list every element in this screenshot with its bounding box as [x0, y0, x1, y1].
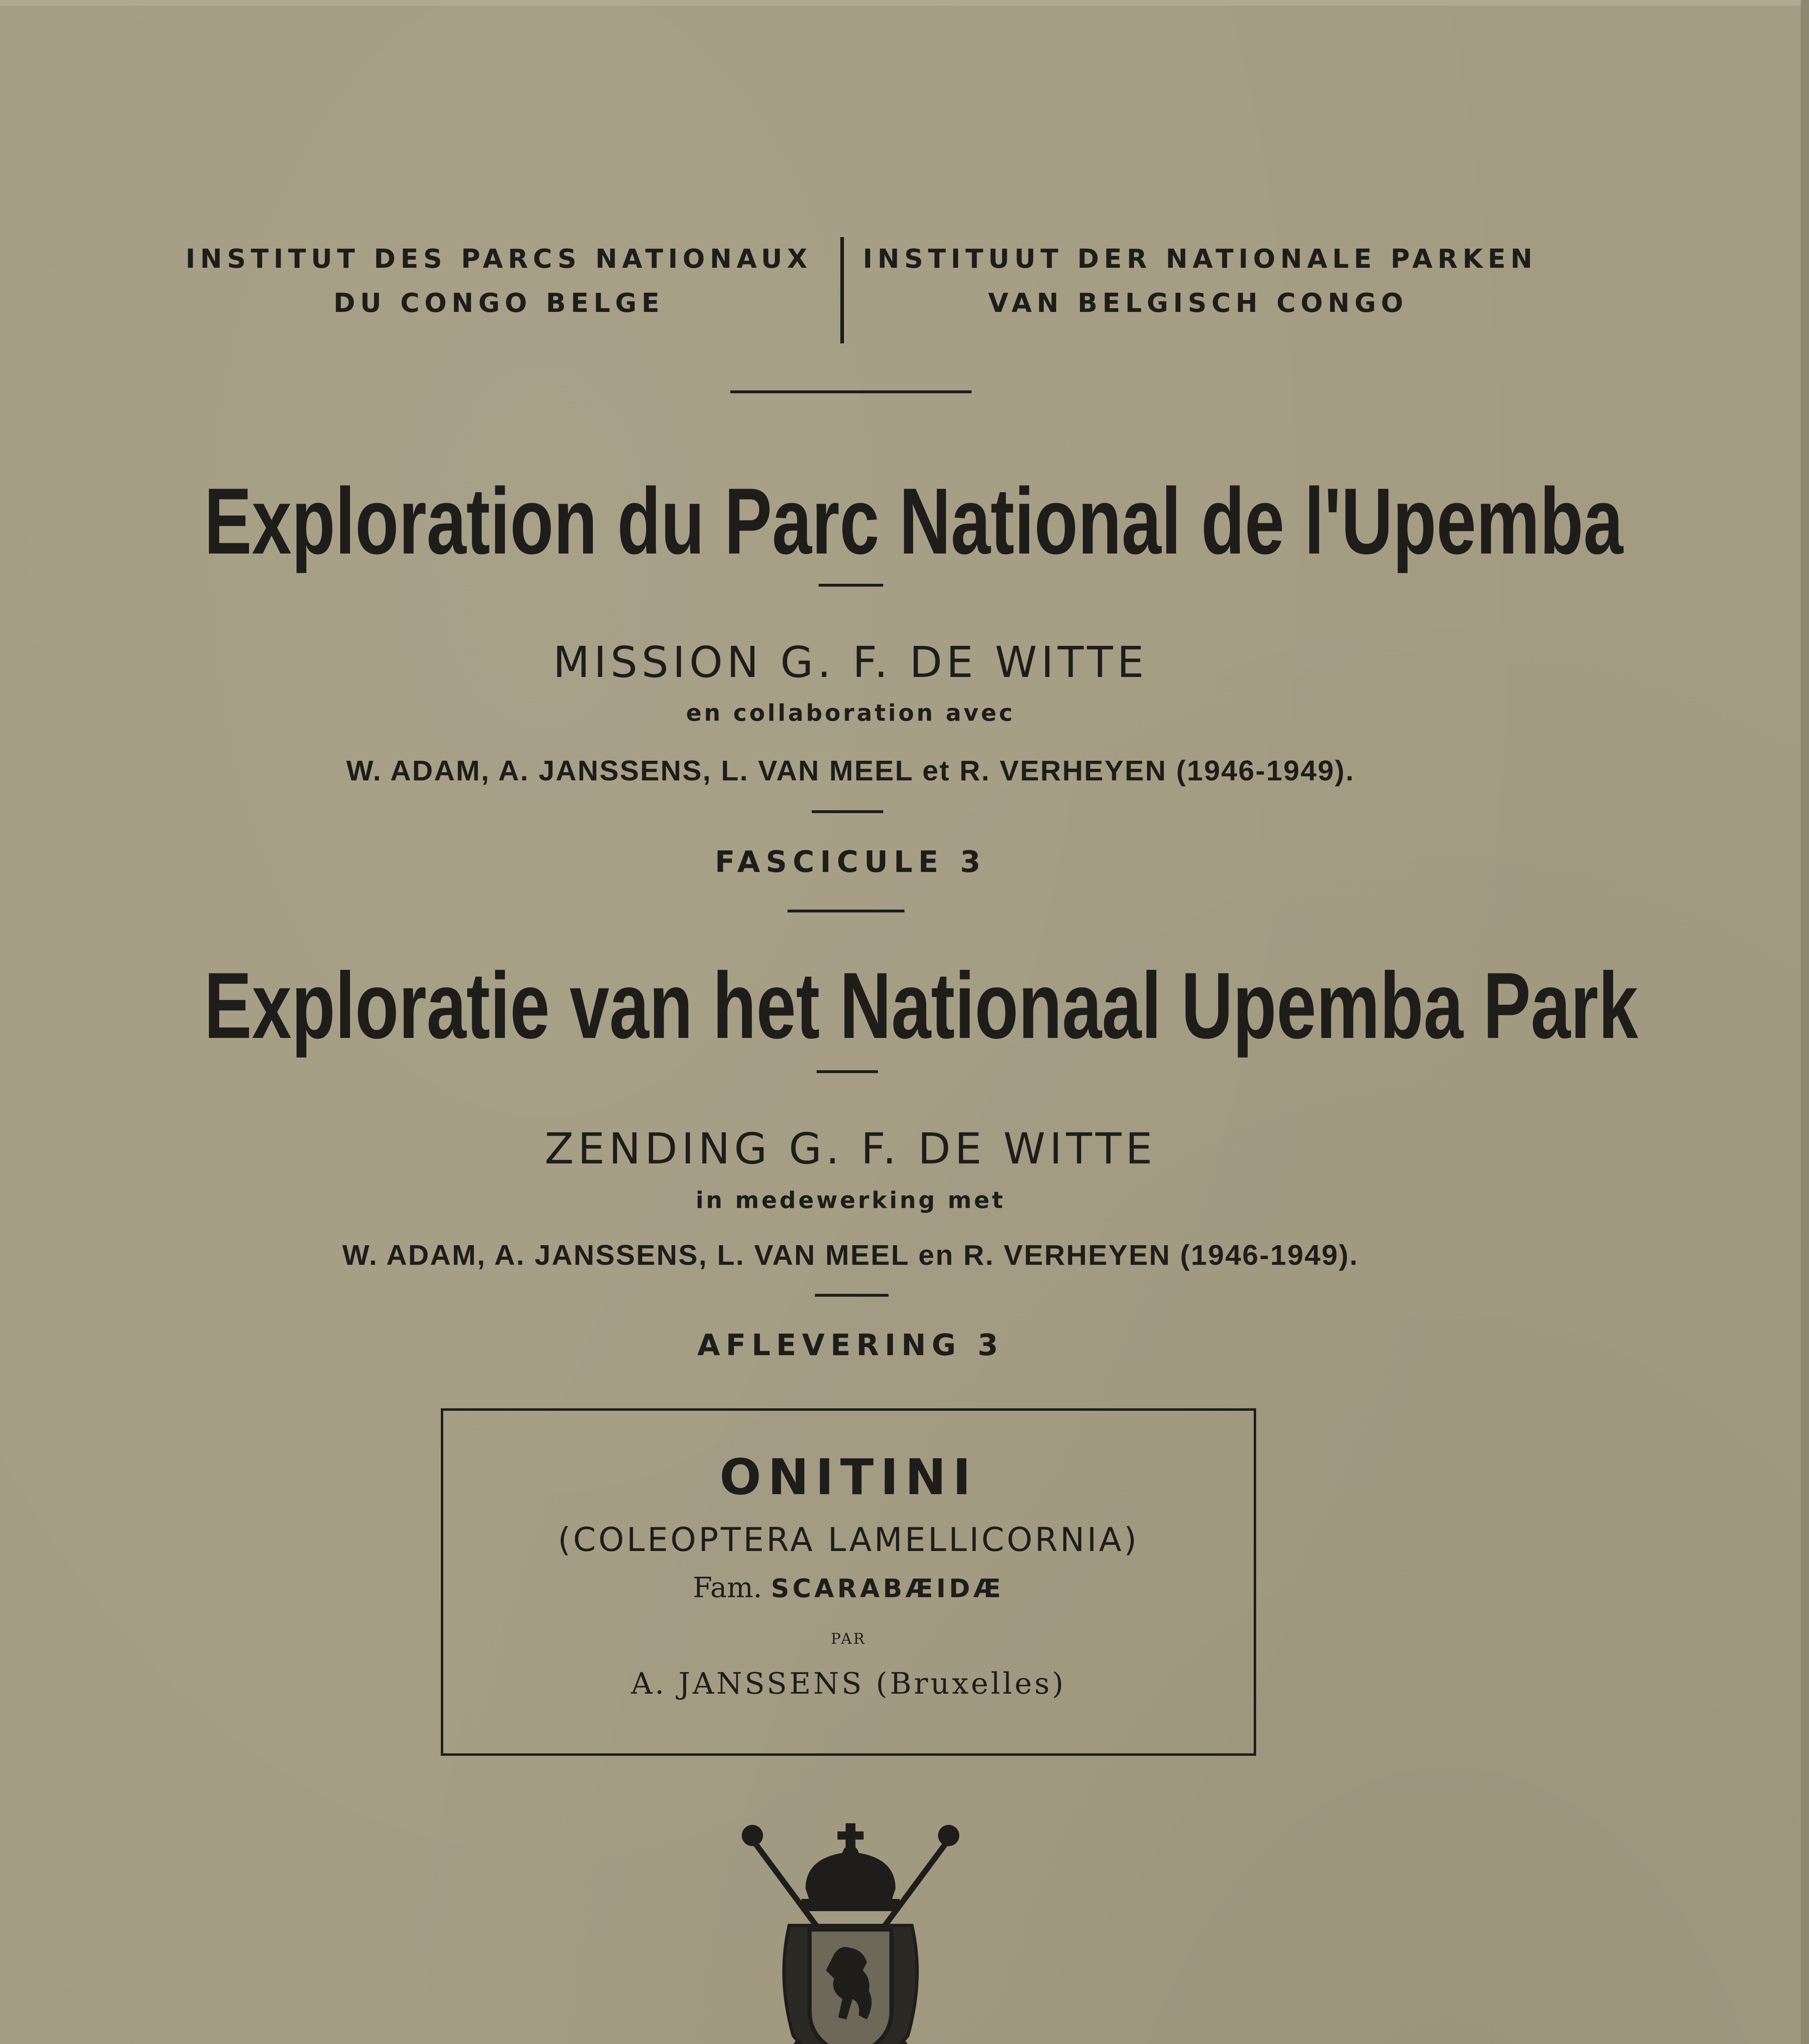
institute-dutch-line2: VAN BELGISCH CONGO: [988, 288, 1408, 318]
dutch-authors: W. ADAM, A. JANSSENS, L. VAN MEEL en R. VERHEYEN (1946-1949).: [342, 1239, 1359, 1271]
dutch-title-rule: [817, 1070, 878, 1073]
french-title: Exploration du Parc National de l'Upemba: [204, 468, 1623, 574]
institute-french: [164, 237, 834, 325]
dutch-mission: ZENDING G. F. DE WITTE: [544, 1124, 1157, 1174]
box-title: ONITINI: [719, 1449, 978, 1506]
header-divider: [840, 237, 844, 343]
institute-dutch: [863, 237, 1537, 325]
paper-edge-right: [1801, 0, 1809, 2044]
french-authors: W. ADAM, A. JANSSENS, L. VAN MEEL et R. VERHEYEN (1946-1949).: [346, 755, 1355, 787]
french-mission: MISSION G. F. DE WITTE: [553, 637, 1148, 687]
dutch-authors-rule: [815, 1294, 889, 1297]
institute-french-line1: INSTITUT DES PARCS NATIONAUX: [185, 244, 812, 274]
box-family: [441, 1568, 1256, 1609]
header-rule: [730, 390, 972, 393]
fascicule-label: FASCICULE 3: [715, 845, 986, 879]
french-authors-rule: [812, 810, 883, 813]
box-par: PAR: [830, 1631, 866, 1647]
belgian-coat-of-arms-icon: [728, 1807, 973, 2044]
dutch-title: Exploratie van het Nationaal Upemba Park: [204, 953, 1638, 1058]
aflevering-label: AFLEVERING 3: [697, 1328, 1004, 1362]
box-subtitle: (COLEOPTERA LAMELLICORNIA): [558, 1521, 1139, 1559]
family-name: SCARABÆIDÆ: [771, 1573, 1004, 1603]
fascicule-rule: [788, 910, 904, 912]
french-collab: en collaboration avec: [686, 700, 1015, 726]
dutch-collab: in medewerking met: [696, 1187, 1005, 1214]
french-title-rule: [819, 584, 883, 587]
institute-french-line2: DU CONGO BELGE: [333, 288, 664, 318]
box-author: A. JANSSENS (Bruxelles): [631, 1666, 1066, 1701]
paper-edge-top: [0, 0, 1809, 6]
family-prefix: Fam.: [693, 1572, 762, 1604]
institute-dutch-line1: INSTITUUT DER NATIONALE PARKEN: [863, 244, 1537, 274]
